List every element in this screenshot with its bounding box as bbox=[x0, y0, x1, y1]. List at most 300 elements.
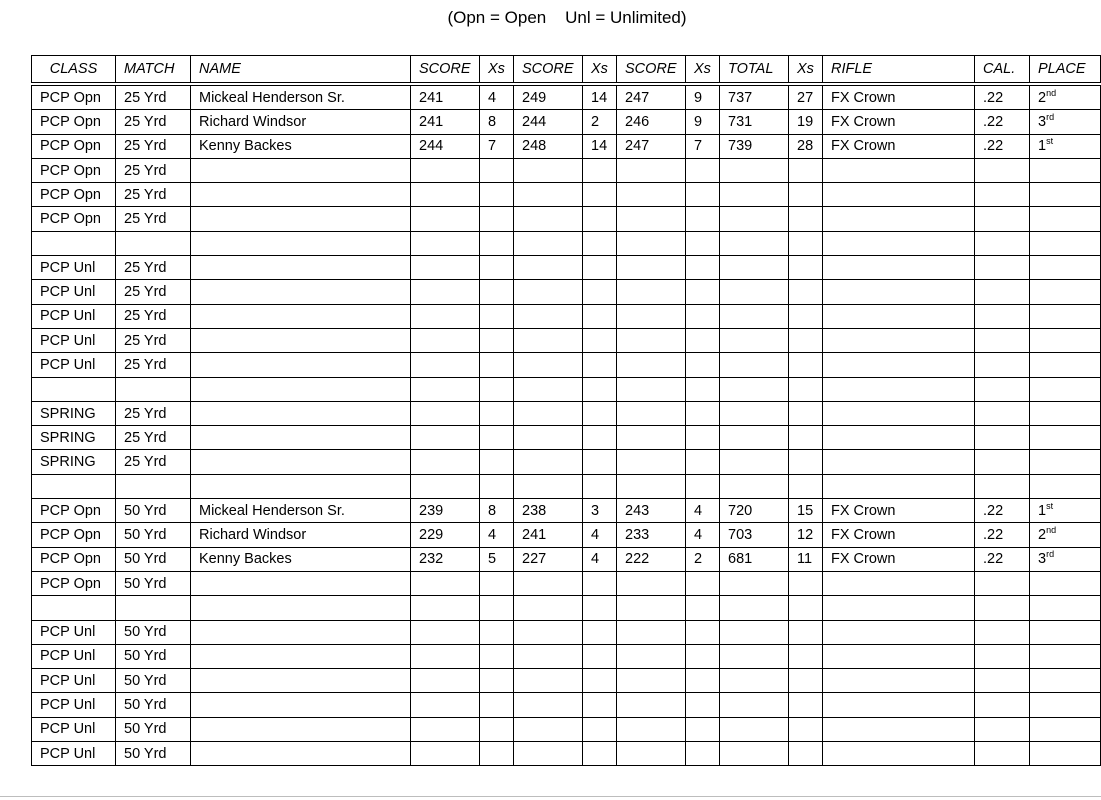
rifle-cell: FX Crown bbox=[823, 523, 975, 547]
score-2-cell bbox=[514, 742, 583, 766]
score-1-cell bbox=[411, 401, 480, 425]
score-2-cell bbox=[514, 304, 583, 328]
cal-cell bbox=[975, 256, 1030, 280]
cal-cell bbox=[975, 401, 1030, 425]
xs-2-cell bbox=[583, 450, 617, 474]
class-cell: PCP Opn bbox=[32, 571, 116, 595]
xs-1-cell bbox=[480, 353, 514, 377]
score-2-cell bbox=[514, 596, 583, 620]
xs-3-cell bbox=[686, 426, 720, 450]
place-number: 2 bbox=[1038, 526, 1047, 543]
xs-total-cell bbox=[789, 644, 823, 668]
name-cell bbox=[191, 693, 411, 717]
score-3-cell bbox=[617, 280, 686, 304]
xs-1-cell bbox=[480, 742, 514, 766]
class-cell: PCP Opn bbox=[32, 158, 116, 182]
match-cell: 25 Yrd bbox=[116, 426, 191, 450]
xs-2-cell bbox=[583, 207, 617, 231]
rifle-cell bbox=[823, 426, 975, 450]
class-cell: PCP Opn bbox=[32, 499, 116, 523]
xs-2-cell: 3 bbox=[583, 499, 617, 523]
xs-3-cell: 4 bbox=[686, 499, 720, 523]
class-cell: PCP Opn bbox=[32, 110, 116, 134]
class-cell: SPRING bbox=[32, 426, 116, 450]
cal-cell bbox=[975, 571, 1030, 595]
class-cell: PCP Unl bbox=[32, 256, 116, 280]
name-cell: Kenny Backes bbox=[191, 134, 411, 158]
total-cell bbox=[720, 377, 789, 401]
xs-2-cell bbox=[583, 596, 617, 620]
match-cell: 50 Yrd bbox=[116, 693, 191, 717]
total-cell bbox=[720, 426, 789, 450]
place-cell bbox=[1030, 499, 1101, 523]
place-number: 1 bbox=[1038, 502, 1047, 519]
cal-cell bbox=[975, 183, 1030, 207]
xs-3-cell bbox=[686, 474, 720, 498]
match-cell: 25 Yrd bbox=[116, 207, 191, 231]
table-row bbox=[32, 401, 1101, 425]
total-cell: 703 bbox=[720, 523, 789, 547]
column-header-rifle: RIFLE bbox=[823, 56, 975, 85]
score-3-cell: 233 bbox=[617, 523, 686, 547]
table-row bbox=[32, 280, 1101, 304]
total-cell bbox=[720, 256, 789, 280]
place-cell bbox=[1030, 256, 1101, 280]
place-cell bbox=[1030, 644, 1101, 668]
place-cell bbox=[1030, 280, 1101, 304]
rifle-cell bbox=[823, 669, 975, 693]
score-2-cell bbox=[514, 450, 583, 474]
rifle-cell bbox=[823, 401, 975, 425]
xs-1-cell bbox=[480, 401, 514, 425]
score-2-cell bbox=[514, 401, 583, 425]
table-header bbox=[32, 56, 1101, 85]
score-1-cell bbox=[411, 620, 480, 644]
xs-2-cell bbox=[583, 304, 617, 328]
rifle-cell: FX Crown bbox=[823, 84, 975, 110]
score-2-cell bbox=[514, 158, 583, 182]
xs-3-cell bbox=[686, 669, 720, 693]
total-cell bbox=[720, 669, 789, 693]
rifle-cell: FX Crown bbox=[823, 110, 975, 134]
table-row bbox=[32, 669, 1101, 693]
column-header-xs-3: Xs bbox=[686, 56, 720, 85]
score-3-cell bbox=[617, 596, 686, 620]
xs-3-cell bbox=[686, 620, 720, 644]
xs-total-cell: 15 bbox=[789, 499, 823, 523]
class-cell: PCP Unl bbox=[32, 717, 116, 741]
match-cell bbox=[116, 596, 191, 620]
score-1-cell bbox=[411, 693, 480, 717]
score-1-cell: 241 bbox=[411, 110, 480, 134]
xs-2-cell bbox=[583, 280, 617, 304]
xs-1-cell bbox=[480, 207, 514, 231]
place-cell bbox=[1030, 669, 1101, 693]
cal-cell bbox=[975, 620, 1030, 644]
cal-cell: .22 bbox=[975, 134, 1030, 158]
score-1-cell bbox=[411, 328, 480, 352]
score-3-cell bbox=[617, 304, 686, 328]
total-cell bbox=[720, 571, 789, 595]
xs-total-cell: 27 bbox=[789, 84, 823, 110]
name-cell bbox=[191, 620, 411, 644]
name-cell bbox=[191, 450, 411, 474]
xs-total-cell bbox=[789, 401, 823, 425]
xs-1-cell: 4 bbox=[480, 84, 514, 110]
rifle-cell: FX Crown bbox=[823, 499, 975, 523]
score-3-cell: 222 bbox=[617, 547, 686, 571]
score-2-cell: 244 bbox=[514, 110, 583, 134]
name-cell bbox=[191, 474, 411, 498]
place-cell bbox=[1030, 547, 1101, 571]
name-cell bbox=[191, 669, 411, 693]
table-row bbox=[32, 547, 1101, 571]
table-row bbox=[32, 742, 1101, 766]
cal-cell bbox=[975, 231, 1030, 255]
xs-2-cell bbox=[583, 742, 617, 766]
name-cell bbox=[191, 353, 411, 377]
cal-cell bbox=[975, 207, 1030, 231]
xs-total-cell bbox=[789, 571, 823, 595]
name-cell bbox=[191, 207, 411, 231]
match-cell bbox=[116, 231, 191, 255]
xs-total-cell: 11 bbox=[789, 547, 823, 571]
match-cell: 50 Yrd bbox=[116, 571, 191, 595]
table-row bbox=[32, 474, 1101, 498]
name-cell bbox=[191, 717, 411, 741]
header-row bbox=[32, 56, 1101, 85]
xs-3-cell: 9 bbox=[686, 84, 720, 110]
xs-2-cell bbox=[583, 571, 617, 595]
place-cell bbox=[1030, 377, 1101, 401]
rifle-cell bbox=[823, 207, 975, 231]
cal-cell bbox=[975, 669, 1030, 693]
xs-total-cell bbox=[789, 742, 823, 766]
total-cell bbox=[720, 620, 789, 644]
column-header-cal: CAL. bbox=[975, 56, 1030, 85]
match-cell: 25 Yrd bbox=[116, 134, 191, 158]
xs-total-cell bbox=[789, 426, 823, 450]
xs-3-cell bbox=[686, 256, 720, 280]
class-cell bbox=[32, 377, 116, 401]
class-cell bbox=[32, 474, 116, 498]
xs-total-cell bbox=[789, 207, 823, 231]
xs-total-cell bbox=[789, 377, 823, 401]
place-cell bbox=[1030, 523, 1101, 547]
cal-cell bbox=[975, 426, 1030, 450]
cal-cell: .22 bbox=[975, 547, 1030, 571]
table-row bbox=[32, 158, 1101, 182]
score-1-cell bbox=[411, 474, 480, 498]
class-cell bbox=[32, 596, 116, 620]
xs-1-cell bbox=[480, 717, 514, 741]
class-cell: PCP Opn bbox=[32, 547, 116, 571]
score-3-cell bbox=[617, 717, 686, 741]
xs-1-cell: 5 bbox=[480, 547, 514, 571]
score-3-cell bbox=[617, 353, 686, 377]
score-1-cell bbox=[411, 158, 480, 182]
page-bottom-divider bbox=[0, 796, 1101, 797]
match-cell: 25 Yrd bbox=[116, 353, 191, 377]
place-cell bbox=[1030, 84, 1101, 110]
xs-1-cell bbox=[480, 620, 514, 644]
name-cell bbox=[191, 426, 411, 450]
table-row bbox=[32, 426, 1101, 450]
xs-1-cell bbox=[480, 693, 514, 717]
match-cell: 50 Yrd bbox=[116, 717, 191, 741]
place-cell bbox=[1030, 620, 1101, 644]
score-3-cell bbox=[617, 158, 686, 182]
score-1-cell: 244 bbox=[411, 134, 480, 158]
match-cell: 25 Yrd bbox=[116, 280, 191, 304]
score-3-cell bbox=[617, 693, 686, 717]
total-cell bbox=[720, 474, 789, 498]
column-header-name: NAME bbox=[191, 56, 411, 85]
xs-3-cell: 7 bbox=[686, 134, 720, 158]
name-cell: Richard Windsor bbox=[191, 110, 411, 134]
match-cell: 50 Yrd bbox=[116, 742, 191, 766]
name-cell bbox=[191, 231, 411, 255]
xs-total-cell bbox=[789, 474, 823, 498]
xs-3-cell bbox=[686, 183, 720, 207]
xs-total-cell bbox=[789, 158, 823, 182]
name-cell: Mickeal Henderson Sr. bbox=[191, 499, 411, 523]
xs-3-cell bbox=[686, 280, 720, 304]
score-2-cell bbox=[514, 183, 583, 207]
score-2-cell bbox=[514, 693, 583, 717]
place-ordinal-suffix: rd bbox=[1046, 549, 1055, 560]
place-number: 2 bbox=[1038, 89, 1047, 106]
name-cell bbox=[191, 377, 411, 401]
rifle-cell bbox=[823, 742, 975, 766]
column-header-xs-2: Xs bbox=[583, 56, 617, 85]
score-1-cell bbox=[411, 742, 480, 766]
table-row bbox=[32, 207, 1101, 231]
rifle-cell bbox=[823, 596, 975, 620]
name-cell bbox=[191, 644, 411, 668]
xs-1-cell bbox=[480, 571, 514, 595]
xs-total-cell: 19 bbox=[789, 110, 823, 134]
place-cell bbox=[1030, 693, 1101, 717]
xs-total-cell bbox=[789, 717, 823, 741]
cal-cell bbox=[975, 742, 1030, 766]
table-row bbox=[32, 110, 1101, 134]
name-cell bbox=[191, 742, 411, 766]
score-1-cell bbox=[411, 280, 480, 304]
cal-cell bbox=[975, 353, 1030, 377]
score-3-cell bbox=[617, 207, 686, 231]
score-2-cell bbox=[514, 328, 583, 352]
cal-cell bbox=[975, 693, 1030, 717]
total-cell bbox=[720, 231, 789, 255]
cal-cell bbox=[975, 474, 1030, 498]
table-row bbox=[32, 304, 1101, 328]
score-3-cell bbox=[617, 644, 686, 668]
cal-cell bbox=[975, 596, 1030, 620]
xs-1-cell bbox=[480, 256, 514, 280]
xs-2-cell bbox=[583, 256, 617, 280]
xs-total-cell bbox=[789, 620, 823, 644]
cal-cell bbox=[975, 280, 1030, 304]
cal-cell bbox=[975, 377, 1030, 401]
match-cell: 25 Yrd bbox=[116, 158, 191, 182]
score-2-cell: 249 bbox=[514, 84, 583, 110]
table-row bbox=[32, 134, 1101, 158]
match-cell: 50 Yrd bbox=[116, 547, 191, 571]
score-2-cell bbox=[514, 717, 583, 741]
cal-cell bbox=[975, 304, 1030, 328]
xs-2-cell bbox=[583, 717, 617, 741]
score-2-cell bbox=[514, 353, 583, 377]
table-row bbox=[32, 377, 1101, 401]
place-cell bbox=[1030, 401, 1101, 425]
xs-2-cell bbox=[583, 353, 617, 377]
score-3-cell bbox=[617, 620, 686, 644]
score-2-cell: 227 bbox=[514, 547, 583, 571]
place-number: 3 bbox=[1038, 551, 1047, 568]
table-row bbox=[32, 693, 1101, 717]
xs-3-cell bbox=[686, 304, 720, 328]
rifle-cell bbox=[823, 158, 975, 182]
class-cell: PCP Opn bbox=[32, 84, 116, 110]
score-3-cell bbox=[617, 669, 686, 693]
match-cell: 50 Yrd bbox=[116, 523, 191, 547]
rifle-cell bbox=[823, 644, 975, 668]
match-cell: 25 Yrd bbox=[116, 183, 191, 207]
score-3-cell bbox=[617, 426, 686, 450]
xs-3-cell: 2 bbox=[686, 547, 720, 571]
table-row bbox=[32, 256, 1101, 280]
table-row bbox=[32, 717, 1101, 741]
match-cell: 50 Yrd bbox=[116, 669, 191, 693]
place-cell bbox=[1030, 596, 1101, 620]
table-row bbox=[32, 523, 1101, 547]
xs-3-cell bbox=[686, 450, 720, 474]
place-cell bbox=[1030, 571, 1101, 595]
class-cell: PCP Unl bbox=[32, 353, 116, 377]
cal-cell bbox=[975, 158, 1030, 182]
table-row bbox=[32, 353, 1101, 377]
name-cell bbox=[191, 256, 411, 280]
rifle-cell bbox=[823, 693, 975, 717]
match-cell: 25 Yrd bbox=[116, 304, 191, 328]
xs-total-cell: 28 bbox=[789, 134, 823, 158]
total-cell bbox=[720, 644, 789, 668]
match-cell: 25 Yrd bbox=[116, 328, 191, 352]
column-header-class: CLASS bbox=[32, 56, 116, 85]
place-ordinal-suffix: nd bbox=[1046, 525, 1057, 536]
score-1-cell: 229 bbox=[411, 523, 480, 547]
xs-1-cell bbox=[480, 231, 514, 255]
total-cell bbox=[720, 401, 789, 425]
xs-2-cell: 4 bbox=[583, 523, 617, 547]
score-2-cell: 248 bbox=[514, 134, 583, 158]
class-cell: SPRING bbox=[32, 401, 116, 425]
xs-3-cell bbox=[686, 742, 720, 766]
rifle-cell bbox=[823, 353, 975, 377]
match-cell bbox=[116, 377, 191, 401]
score-2-cell bbox=[514, 669, 583, 693]
score-3-cell: 243 bbox=[617, 499, 686, 523]
score-1-cell bbox=[411, 426, 480, 450]
total-cell: 739 bbox=[720, 134, 789, 158]
place-cell bbox=[1030, 183, 1101, 207]
xs-2-cell bbox=[583, 377, 617, 401]
xs-3-cell bbox=[686, 231, 720, 255]
name-cell: Richard Windsor bbox=[191, 523, 411, 547]
place-cell bbox=[1030, 207, 1101, 231]
xs-2-cell bbox=[583, 669, 617, 693]
column-header-match: MATCH bbox=[116, 56, 191, 85]
total-cell bbox=[720, 207, 789, 231]
match-cell: 50 Yrd bbox=[116, 499, 191, 523]
xs-3-cell bbox=[686, 353, 720, 377]
xs-total-cell: 12 bbox=[789, 523, 823, 547]
xs-3-cell bbox=[686, 693, 720, 717]
score-2-cell bbox=[514, 571, 583, 595]
rifle-cell bbox=[823, 328, 975, 352]
place-cell bbox=[1030, 474, 1101, 498]
table-row bbox=[32, 596, 1101, 620]
score-3-cell bbox=[617, 256, 686, 280]
xs-1-cell bbox=[480, 426, 514, 450]
xs-total-cell bbox=[789, 183, 823, 207]
cal-cell bbox=[975, 328, 1030, 352]
xs-2-cell bbox=[583, 231, 617, 255]
xs-2-cell: 14 bbox=[583, 84, 617, 110]
table-row bbox=[32, 231, 1101, 255]
score-1-cell bbox=[411, 450, 480, 474]
score-3-cell bbox=[617, 450, 686, 474]
name-cell: Kenny Backes bbox=[191, 547, 411, 571]
xs-1-cell bbox=[480, 280, 514, 304]
total-cell bbox=[720, 183, 789, 207]
rifle-cell: FX Crown bbox=[823, 134, 975, 158]
score-3-cell bbox=[617, 183, 686, 207]
xs-2-cell bbox=[583, 644, 617, 668]
xs-total-cell bbox=[789, 353, 823, 377]
total-cell: 737 bbox=[720, 84, 789, 110]
xs-3-cell bbox=[686, 717, 720, 741]
cal-cell bbox=[975, 644, 1030, 668]
place-cell bbox=[1030, 110, 1101, 134]
cal-cell: .22 bbox=[975, 499, 1030, 523]
xs-total-cell bbox=[789, 669, 823, 693]
score-3-cell bbox=[617, 571, 686, 595]
place-cell bbox=[1030, 742, 1101, 766]
column-header-place: PLACE bbox=[1030, 56, 1101, 85]
xs-1-cell bbox=[480, 183, 514, 207]
score-1-cell bbox=[411, 596, 480, 620]
total-cell bbox=[720, 158, 789, 182]
class-cell: PCP Unl bbox=[32, 644, 116, 668]
match-cell: 50 Yrd bbox=[116, 620, 191, 644]
score-2-cell: 241 bbox=[514, 523, 583, 547]
xs-1-cell bbox=[480, 644, 514, 668]
score-3-cell: 247 bbox=[617, 84, 686, 110]
table-row bbox=[32, 183, 1101, 207]
class-cell bbox=[32, 231, 116, 255]
score-1-cell bbox=[411, 183, 480, 207]
score-3-cell bbox=[617, 377, 686, 401]
name-cell: Mickeal Henderson Sr. bbox=[191, 84, 411, 110]
class-cell: PCP Unl bbox=[32, 693, 116, 717]
rifle-cell: FX Crown bbox=[823, 547, 975, 571]
table-row bbox=[32, 620, 1101, 644]
xs-total-cell bbox=[789, 596, 823, 620]
score-1-cell bbox=[411, 207, 480, 231]
xs-2-cell: 2 bbox=[583, 110, 617, 134]
